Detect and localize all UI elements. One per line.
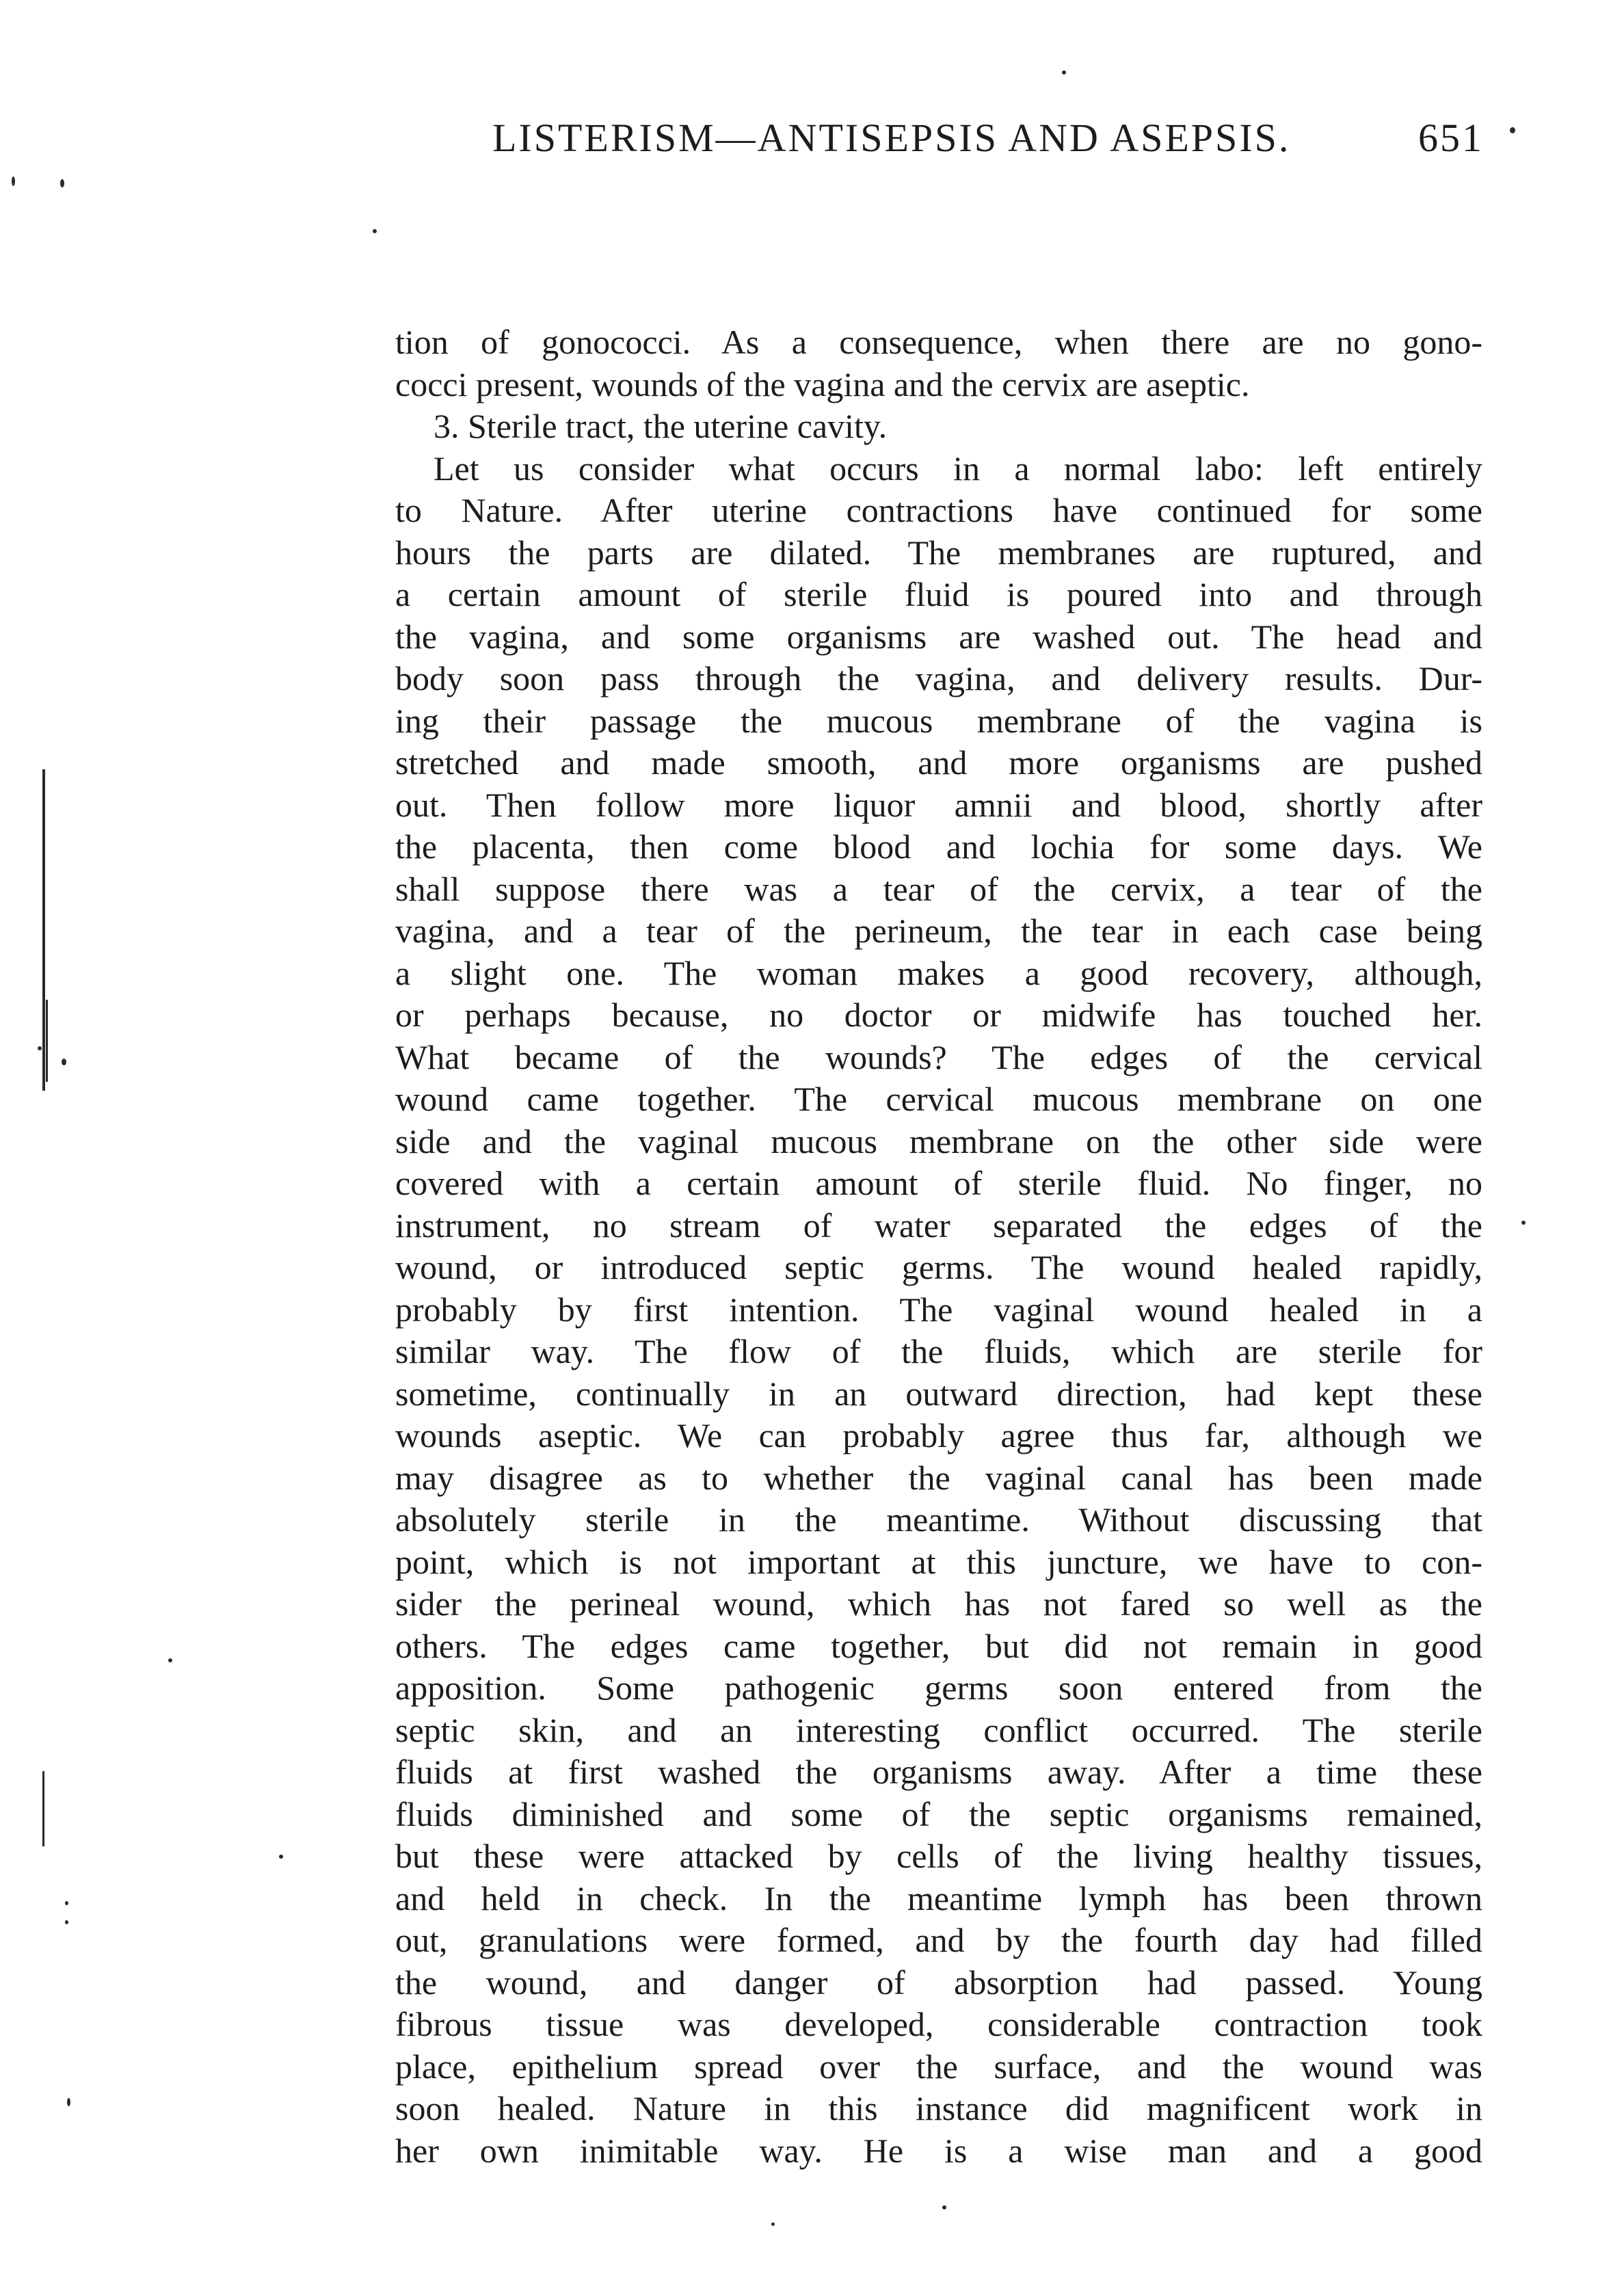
gutter-line [46,1000,48,1082]
text-line: covered with a certain amount of sterile fluid. No finger, no [395,1164,1482,1202]
text-line: hours the parts are dilated. The membranes are ruptured, and [395,533,1482,572]
text-line: but these were attacked by cells of the living healthy tissues, [395,1837,1482,1875]
scan-speck [60,179,64,187]
text-line: fluids at first washed the organisms away. After a time these [395,1753,1482,1791]
text-line: 3. Sterile tract, the uterine cavity. [434,407,888,445]
text-line: out. Then follow more liquor amnii and blood, shortly after [395,785,1482,824]
scan-speck [942,2205,946,2209]
text-line: Let us consider what occurs in a normal labo: left entirely [434,449,1482,488]
text-line: septic skin, and an interesting conflict occurred. The sterile [395,1710,1482,1749]
text-line: sider the perineal wound, which has not fared so well as the [395,1584,1482,1623]
text-line: out, granulations were formed, and by the fourth day had filled [395,1921,1482,1959]
text-line: apposition. Some pathogenic germs soon entered from the [395,1669,1482,1707]
text-line: ing their passage the mucous membrane of the vagina is [395,701,1482,740]
text-line: others. The edges came together, but did not remain in good [395,1626,1482,1665]
running-title: LISTERISM—ANTISEPSIS AND ASEPSIS. [492,116,1291,160]
scan-speck [67,2098,70,2106]
scan-speck [65,1901,68,1905]
scan-speck [1521,1221,1526,1225]
text-line: a certain amount of sterile fluid is poured into and through [395,575,1482,613]
scan-speck [279,1855,283,1859]
text-line: wound came together. The cervical mucous membrane on one [395,1080,1482,1118]
scan-speck [12,176,15,186]
text-line: fibrous tissue was developed, considerable contraction took [395,2005,1482,2043]
text-line: vagina, and a tear of the perineum, the tear in each case being [395,912,1482,950]
page-number: 651 [1418,116,1484,160]
text-line: point, which is not important at this juncture, we have to con- [395,1542,1482,1581]
scan-speck [373,229,377,233]
text-line: to Nature. After uterine contractions have continued for some [395,491,1482,529]
running-head [492,115,1484,170]
gutter-line [42,1771,44,1846]
text-line: her own inimitable way. He is a wise man and a good [395,2131,1482,2170]
text-line: wound, or introduced septic germs. The wound healed rapidly, [395,1248,1482,1286]
body-text [395,321,1482,2172]
scan-speck [168,1658,172,1662]
text-line: similar way. The flow of the fluids, which are sterile for [395,1332,1482,1370]
scan-speck [771,2222,775,2226]
scan-speck [65,1920,68,1924]
scan-speck [1510,127,1515,133]
text-line: may disagree as to whether the vaginal canal has been made [395,1458,1482,1497]
scan-speck [1062,70,1066,75]
text-line: place, epithelium spread over the surface, and the wound was [395,2047,1482,2086]
scan-speck [62,1059,66,1065]
text-line: soon healed. Nature in this instance did magnificent work in [395,2089,1482,2127]
text-line: shall suppose there was a tear of the cervix, a tear of the [395,869,1482,908]
text-line: or perhaps because, no doctor or midwife has touched her. [395,996,1482,1034]
text-line: a slight one. The woman makes a good recovery, although, [395,953,1482,992]
text-line: What became of the wounds? The edges of the cervical [395,1037,1482,1076]
text-line: wounds aseptic. We can probably agree thus far, although we [395,1416,1482,1455]
text-line: fluids diminished and some of the septic organisms remained, [395,1794,1482,1833]
text-line: side and the vaginal mucous membrane on the other side were [395,1121,1482,1160]
text-line: stretched and made smooth, and more organisms are pushed [395,743,1482,782]
text-line: absolutely sterile in the meantime. Without discussing that [395,1500,1482,1539]
text-line: cocci present, wounds of the vagina and the cervix are aseptic. [395,364,1250,403]
text-line: the vagina, and some organisms are washed out. The head and [395,617,1482,656]
scan-speck [38,1046,42,1050]
text-line: and held in check. In the meantime lymph has been thrown [395,1878,1482,1917]
text-line: sometime, continually in an outward direction, had kept these [395,1374,1482,1413]
text-line: tion of gonococci. As a consequence, when there are no gono- [395,323,1482,361]
text-line: the wound, and danger of absorption had passed. Young [395,1963,1482,2002]
gutter-line [42,769,45,1091]
text-line: probably by first intention. The vaginal wound healed in a [395,1290,1482,1329]
text-line: the placenta, then come blood and lochia for some days. We [395,827,1482,866]
text-line: instrument, no stream of water separated the edges of the [395,1206,1482,1245]
text-line: body soon pass through the vagina, and delivery results. Dur- [395,659,1482,698]
